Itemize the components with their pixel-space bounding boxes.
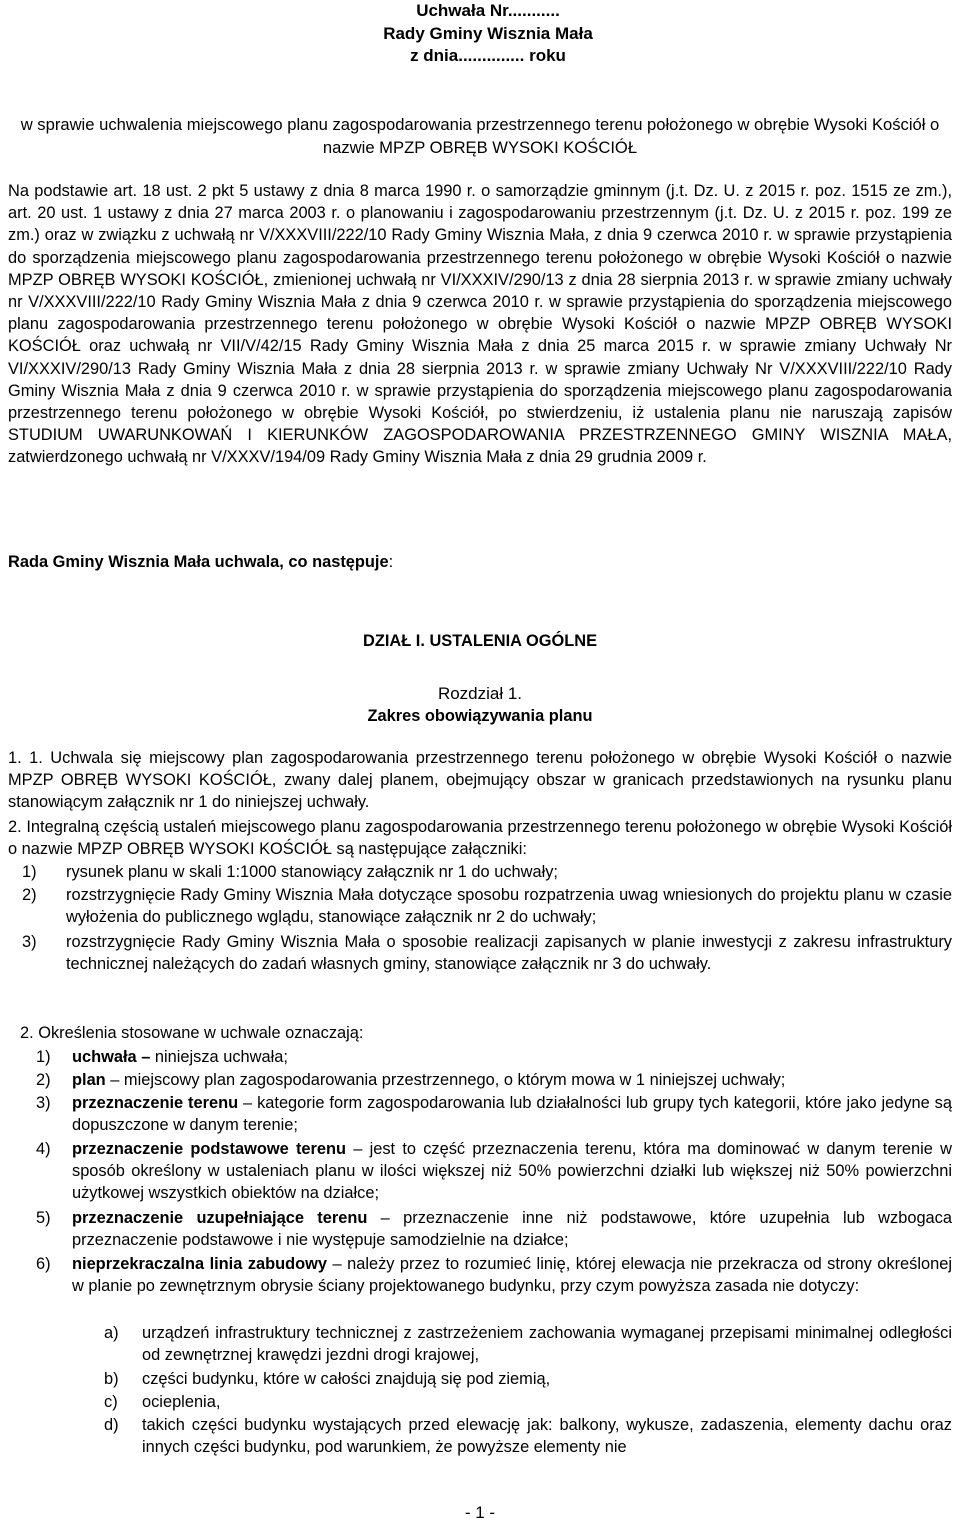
legal-basis-paragraph: Na podstawie art. 18 ust. 2 pkt 5 ustawy z dnia 8 marca 1990 r. o samorządzie gminnym (j.t. Dz. U. z 2015 r. poz. 1515 ze zm.), art. 20 ust. 1 ustawy z dnia 27 marca 2003 r. o planowaniu i zagospodarowaniu przestrzennym (j.t. Dz. U. z 2015 r. poz. 199 ze zm.) oraz w związku z uchwałą nr V/XXXVIII/222/10 Rady Gminy Wisznia Mała, z dnia 9 czerwca 2010 r. w sprawie przystąpienia do sporządzenia miejscowego planu zagospodarowania przestrzennego terenu położonego w obrębie Wysoki Kościół o nazwie MPZP OBRĘB WYSOKI KOŚCIÓŁ, zmienionej uchwałą nr VI/XXXIV/290/13 z dnia 28 sierpnia 2013 r. w sprawie zmiany uchwały nr V/XXXVIII/222/10 Rady Gminy Wisznia Mała z dnia 9 czerwca 2010 r. w sprawie przystąpienia do sporządzenia miejscowego planu zagospodarowania przestrzennego terenu położonego w obrębie Wysoki Kościół o nazwie MPZP OBRĘB WYSOKI KOŚCIÓŁ oraz uchwałą nr VII/V/42/15 Rady Gminy Wisznia Mała z dnia 25 marca 2015 r. w sprawie zmiany Uchwały Nr VI/XXXIV/290/13 Rady Gminy Wisznia Mała z dnia 28 sierpnia 2013 r. w sprawie zmiany Uchwały Nr V/XXXVIII/222/10 Rady Gminy Wisznia Mała z dnia 9 czerwca 2010 r. w sprawie przystąpienia do sporządzenia miejscowego planu zagospodarowania przestrzennego terenu położonego w obrębie Wysoki Kościół, po stwierdzeniu, iż ustalenia planu nie naruszają zapisów STUDIUM UWARUNKOWAŃ I KIERUNKÓW ZAGOSPODAROWANIA PRZESTRZENNEGO GMINY WISZNIA MAŁA, zatwierdzonego uchwałą nr V/XXXV/194/09 Rady Gminy Wisznia Mała z dnia 29 grudnia 2009 r. xyxy=(8,182,952,467)
sub-item-text: urządzeń infrastruktury technicznej z zastrzeżeniem zachowania wymaganej przepisami minimalnej odległości od zewnętrznej krawędzi jezdni drogi krajowej, xyxy=(142,1324,952,1365)
definition-number: 3) xyxy=(36,1094,51,1112)
resolves-text: Rada Gminy Wisznia Mała uchwala, co następuje xyxy=(8,553,389,571)
chapter-title: Zakres obowiązywania planu xyxy=(367,707,593,725)
list-item-text: rozstrzygnięcie Rady Gminy Wisznia Mała dotyczące sposobu rozpatrzenia uwag wniesionych do projektu planu w czasie wyłożenia do publicznego wglądu, stanowiące załącznik nr 2 do uchwały; xyxy=(66,886,952,927)
sub-item-letter: d) xyxy=(104,1416,119,1434)
resolution-header xyxy=(358,0,618,68)
sub-item-text: części budynku, które w całości znajdują się pod ziemią, xyxy=(142,1370,551,1388)
definition-text: – kategorie form zagospodarowania lub działalności lub grupy tych kategorii, które jako jedyne są dopuszczone w danym terenie; xyxy=(72,1094,952,1135)
definition-term: plan xyxy=(72,1071,106,1089)
division-heading: DZIAŁ I. USTALENIA OGÓLNE xyxy=(362,632,597,650)
sub-item-letter: c) xyxy=(104,1393,118,1411)
definition-number: 4) xyxy=(36,1140,51,1158)
definition-text: – jest to część przeznaczenia terenu, która ma dominować w danym terenie w sposób określony w ustaleniach planu w ilości większej niż 50% powierzchni działki lub większej niż 50% powierzchni użytkowej wszystkich obiektów na działce; xyxy=(72,1140,952,1203)
definition-text: niniejsza uchwała; xyxy=(150,1048,288,1066)
council-name: Rady Gminy Wisznia Mała xyxy=(383,23,593,43)
chapter-number: Rozdział 1. xyxy=(437,684,523,703)
list-item-text: rozstrzygnięcie Rady Gminy Wisznia Mała o sposobie realizacji zapisanych w planie inwestycji z zakresu infrastruktury technicznej należących do zadań własnych gminy, stanowiące załącznik nr 3 do uchwały. xyxy=(66,933,952,974)
sub-item-letter: a) xyxy=(104,1324,119,1342)
section-1-paragraph-1: 1. 1. Uchwala się miejscowy plan zagospodarowania przestrzennego terenu położonego w obrębie Wysoki Kościół o nazwie MPZP OBRĘB WYSOKI KOŚCIÓŁ, zwany dalej planem, obejmujący obszar w granicach przedstawionych na rysunku planu stanowiącym załącznik nr 1 do niniejszej uchwały. xyxy=(8,749,952,812)
section-1-paragraph-2: 2. Integralną częścią ustaleń miejscowego planu zagospodarowania przestrzennego terenu położonego w obrębie Wysoki Kościół o nazwie MPZP OBRĘB WYSOKI KOŚCIÓŁ są następujące załączniki: xyxy=(8,818,952,859)
definition-text: – należy przez to rozumieć linię, której elewacja nie przekracza od strony określonej w planie po zewnętrznym obrysie ściany projektowanego budynku, przy czym powyższa zasada nie dotyczy: xyxy=(72,1255,952,1296)
list-item-text: rysunek planu w skali 1:1000 stanowiący załącznik nr 1 do uchwały; xyxy=(66,863,558,881)
definition-text-wrap xyxy=(72,1138,952,1205)
sub-item-text: takich części budynku wystających przed elewację jak: balkony, wykusze, zadaszenia, elementy dachu oraz innych części budynku, pod warunkiem, że powyższe elementy nie xyxy=(142,1416,952,1457)
definition-text: – przeznaczenie inne niż podstawowe, które uzupełnia lub wzbogaca przeznaczenie podstawowe i nie występuje samodzielnie na działce; xyxy=(72,1209,952,1250)
definition-number: 2) xyxy=(36,1071,51,1089)
definition-text-wrap xyxy=(72,1092,952,1136)
definition-text-wrap xyxy=(72,1069,952,1091)
definition-term: uchwała – xyxy=(72,1048,151,1066)
definition-term: nieprzekraczalna linia zabudowy xyxy=(72,1255,328,1273)
sub-item-text: ocieplenia, xyxy=(142,1393,221,1411)
definition-text: – miejscowy plan zagospodarowania przestrzennego, o którym mowa w 1 niniejszej uchwały; xyxy=(105,1071,786,1089)
sub-item-letter: b) xyxy=(104,1370,119,1388)
list-item-number: 3) xyxy=(22,933,37,951)
definition-number: 1) xyxy=(36,1048,51,1066)
definition-number: 6) xyxy=(36,1255,51,1273)
definition-text-wrap xyxy=(72,1253,952,1297)
list-item-number: 2) xyxy=(22,886,37,904)
resolves-line xyxy=(8,551,952,573)
definition-term: przeznaczenie uzupełniające terenu xyxy=(72,1209,368,1227)
page-number: - 1 - xyxy=(464,1503,496,1522)
definition-text-wrap xyxy=(72,1046,952,1068)
resolution-subject: w sprawie uchwalenia miejscowego planu zagospodarowania przestrzennego terenu położonego w obrębie Wysoki Kościół o nazwie MPZP OBRĘB WYSOKI KOŚCIÓŁ xyxy=(20,115,940,157)
definition-text-wrap xyxy=(72,1207,952,1251)
definition-number: 5) xyxy=(36,1209,51,1227)
definition-term: przeznaczenie terenu xyxy=(72,1094,239,1112)
resolution-date: z dnia.............. roku xyxy=(410,46,566,65)
resolves-colon: : xyxy=(388,553,394,571)
list-item-number: 1) xyxy=(22,863,37,881)
section-2-intro: 2. Określenia stosowane w uchwale oznaczają: xyxy=(20,1024,364,1042)
resolution-number: Uchwała Nr........... xyxy=(416,1,560,20)
definition-term: przeznaczenie podstawowe terenu xyxy=(72,1140,347,1158)
